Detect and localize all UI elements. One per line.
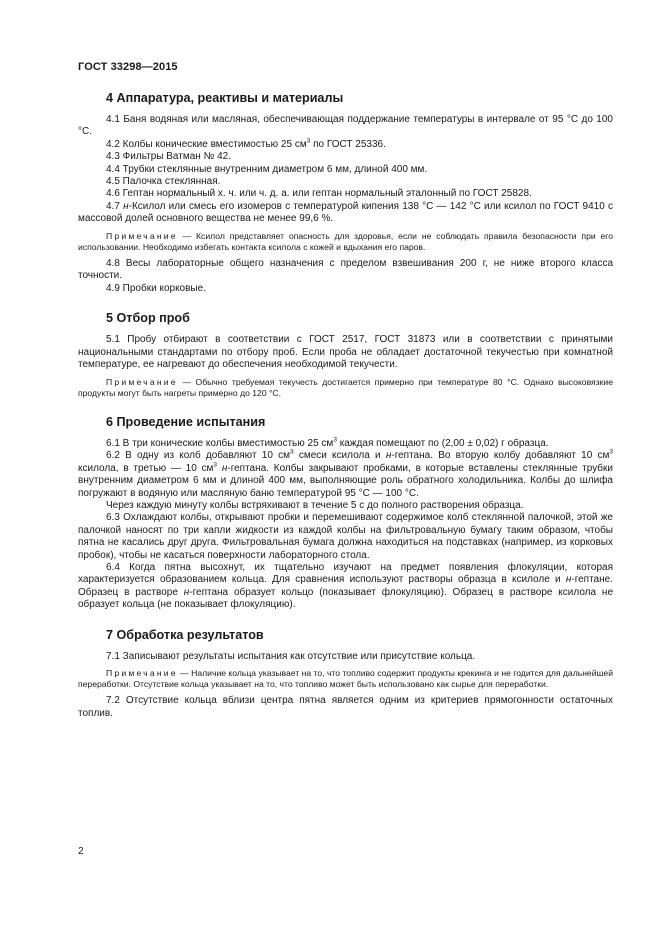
section-4-title: 4 Аппаратура, реактивы и материалы [106, 91, 344, 105]
clause-4-7: 4.7 н-Ксилол или смесь его изомеров с температурой кипения 138 °C — 142 °C или ксилол по ГОСТ 9410 с массовой долей основного вещества не менее 99,6 %. [78, 200, 613, 225]
section-7-title: 7 Обработка результатов [106, 627, 264, 642]
clause-5-1: 5.1 Пробу отбирают в соответствии с ГОСТ 2517, ГОСТ 31873 или в соответствии с принятыми национальными стандартами по отбору проб. Если проба не обладает достаточной текучестью при комнатной температуре, ее нагревают до обеспечения необходимой текучести. [78, 334, 613, 371]
note-label: Примечание [106, 230, 178, 241]
note-label: Примечание [106, 668, 178, 678]
standard-header: ГОСТ 33298—2015 [78, 61, 178, 73]
clause-7-1: 7.1 Записывают результаты испытания как отсутствие или присутствие кольца. [106, 650, 476, 662]
clause-4-8: 4.8 Весы лабораторные общего назначения с пределом взвешивания 200 г, не ниже второго класса точности. [78, 258, 613, 282]
clause-6-1: 6.1 В три конические колбы вместимостью 25 $см^3$ каждая помещают по (2,00 ± 0,02) г образца. [106, 436, 549, 449]
clause-4-1: 4.1 Баня водяная или масляная, обеспечивающая поддержание температуры в интервале от 95 °C до 100 °C. [78, 114, 613, 138]
clause-6-4: 6.4 Когда пятна высохнут, их тщательно изучают на предмет появления флокуляции, которая характеризуется образованием кольца. Для сравнения используют растворы образца в ксилоле и н-гептане. Образец в растворе н-гептана образует кольцо (показывает флокуляцию). Образец в растворе ксилола не образует кольца (не показывает флокуляцию). [78, 561, 614, 611]
clause-4-5: 4.5 Палочка стеклянная. [106, 176, 221, 188]
clause-4-3: 4.3 Фильтры Ватман № 42. [106, 151, 231, 163]
clause-4-9: 4.9 Пробки корковые. [106, 282, 206, 294]
note-label: Примечание [106, 376, 178, 387]
note-7: Примечание — Наличие кольца указывает на то, что топливо содержит продукты крекинга и не годится для дальнейшей переработки. Отсутствие кольца указывает на то, что топливо может быть использовано как сырье для переработки. [78, 668, 613, 690]
note-5: Примечание — Обычно требуемая текучесть достигается примерно при температуре 80 °C. Однако высоковязкие продукты могут быть нагреты примерно до 120 °C. [78, 376, 613, 398]
note-4: Примечание — Ксилол представляет опасность для здоровья, если не соблюдать правила безопасности при его использовании. Необходимо избегать контакта ксилола с кожей и вдыхания его паров. [78, 230, 613, 252]
clause-6-3: 6.3 Охлаждают колбы, открывают пробки и перемешивают содержимое колб стеклянной палочкой, этой же палочкой наносят по три капли жидкости из каждой колбы на фильтровальную бумагу таким образом, чтобы пятна не касались друг друга. Фильтровальная бумага должна находиться на подставках (например, из корковых пробок), чтобы не касаться поверхности лабораторного стола. [78, 512, 613, 561]
clause-4-4: 4.4 Трубки стеклянные внутренним диаметром 6 мм, длиной 400 мм. [106, 163, 428, 175]
clause-7-2: 7.2 Отсутствие кольца вблизи центра пятна является одним из критериев прямогонности остаточных топлив. [78, 695, 613, 719]
section-5-title: 5 Отбор проб [106, 311, 190, 326]
clause-6-2-cont: Через каждую минуту колбы встряхивают в течение 5 с до полного растворения образца. [106, 499, 524, 511]
clause-6-2: 6.2 В одну из колб добавляют 10 $см^3$ смеси ксилола и н-гептана. Во вторую колбу добавляют 10 $см^3$ ксилола, в третью — 10 $см^3$ н-гептана. Колбы закрывают пробками, в которые вставлены стеклянные трубки внутренним диаметром 6 мм и длиной 400 мм, выполняющие роль обратного холодильника. Колбы до шлифа погружают в водяную или масляную баню температурой 95 °C — 100 °C. [78, 448, 614, 499]
section-6-title: 6 Проведение испытания [106, 414, 266, 429]
clause-4-6: 4.6 Гептан нормальный х. ч. или ч. д. а. или гептан нормальный эталонный по ГОСТ 25828. [106, 188, 532, 200]
page-number: 2 [78, 846, 84, 857]
document-body [78, 90, 613, 720]
clause-4-2: 4.2 Колбы конические вместимостью 25 $см^3$ по ГОСТ 25336. [106, 137, 386, 150]
